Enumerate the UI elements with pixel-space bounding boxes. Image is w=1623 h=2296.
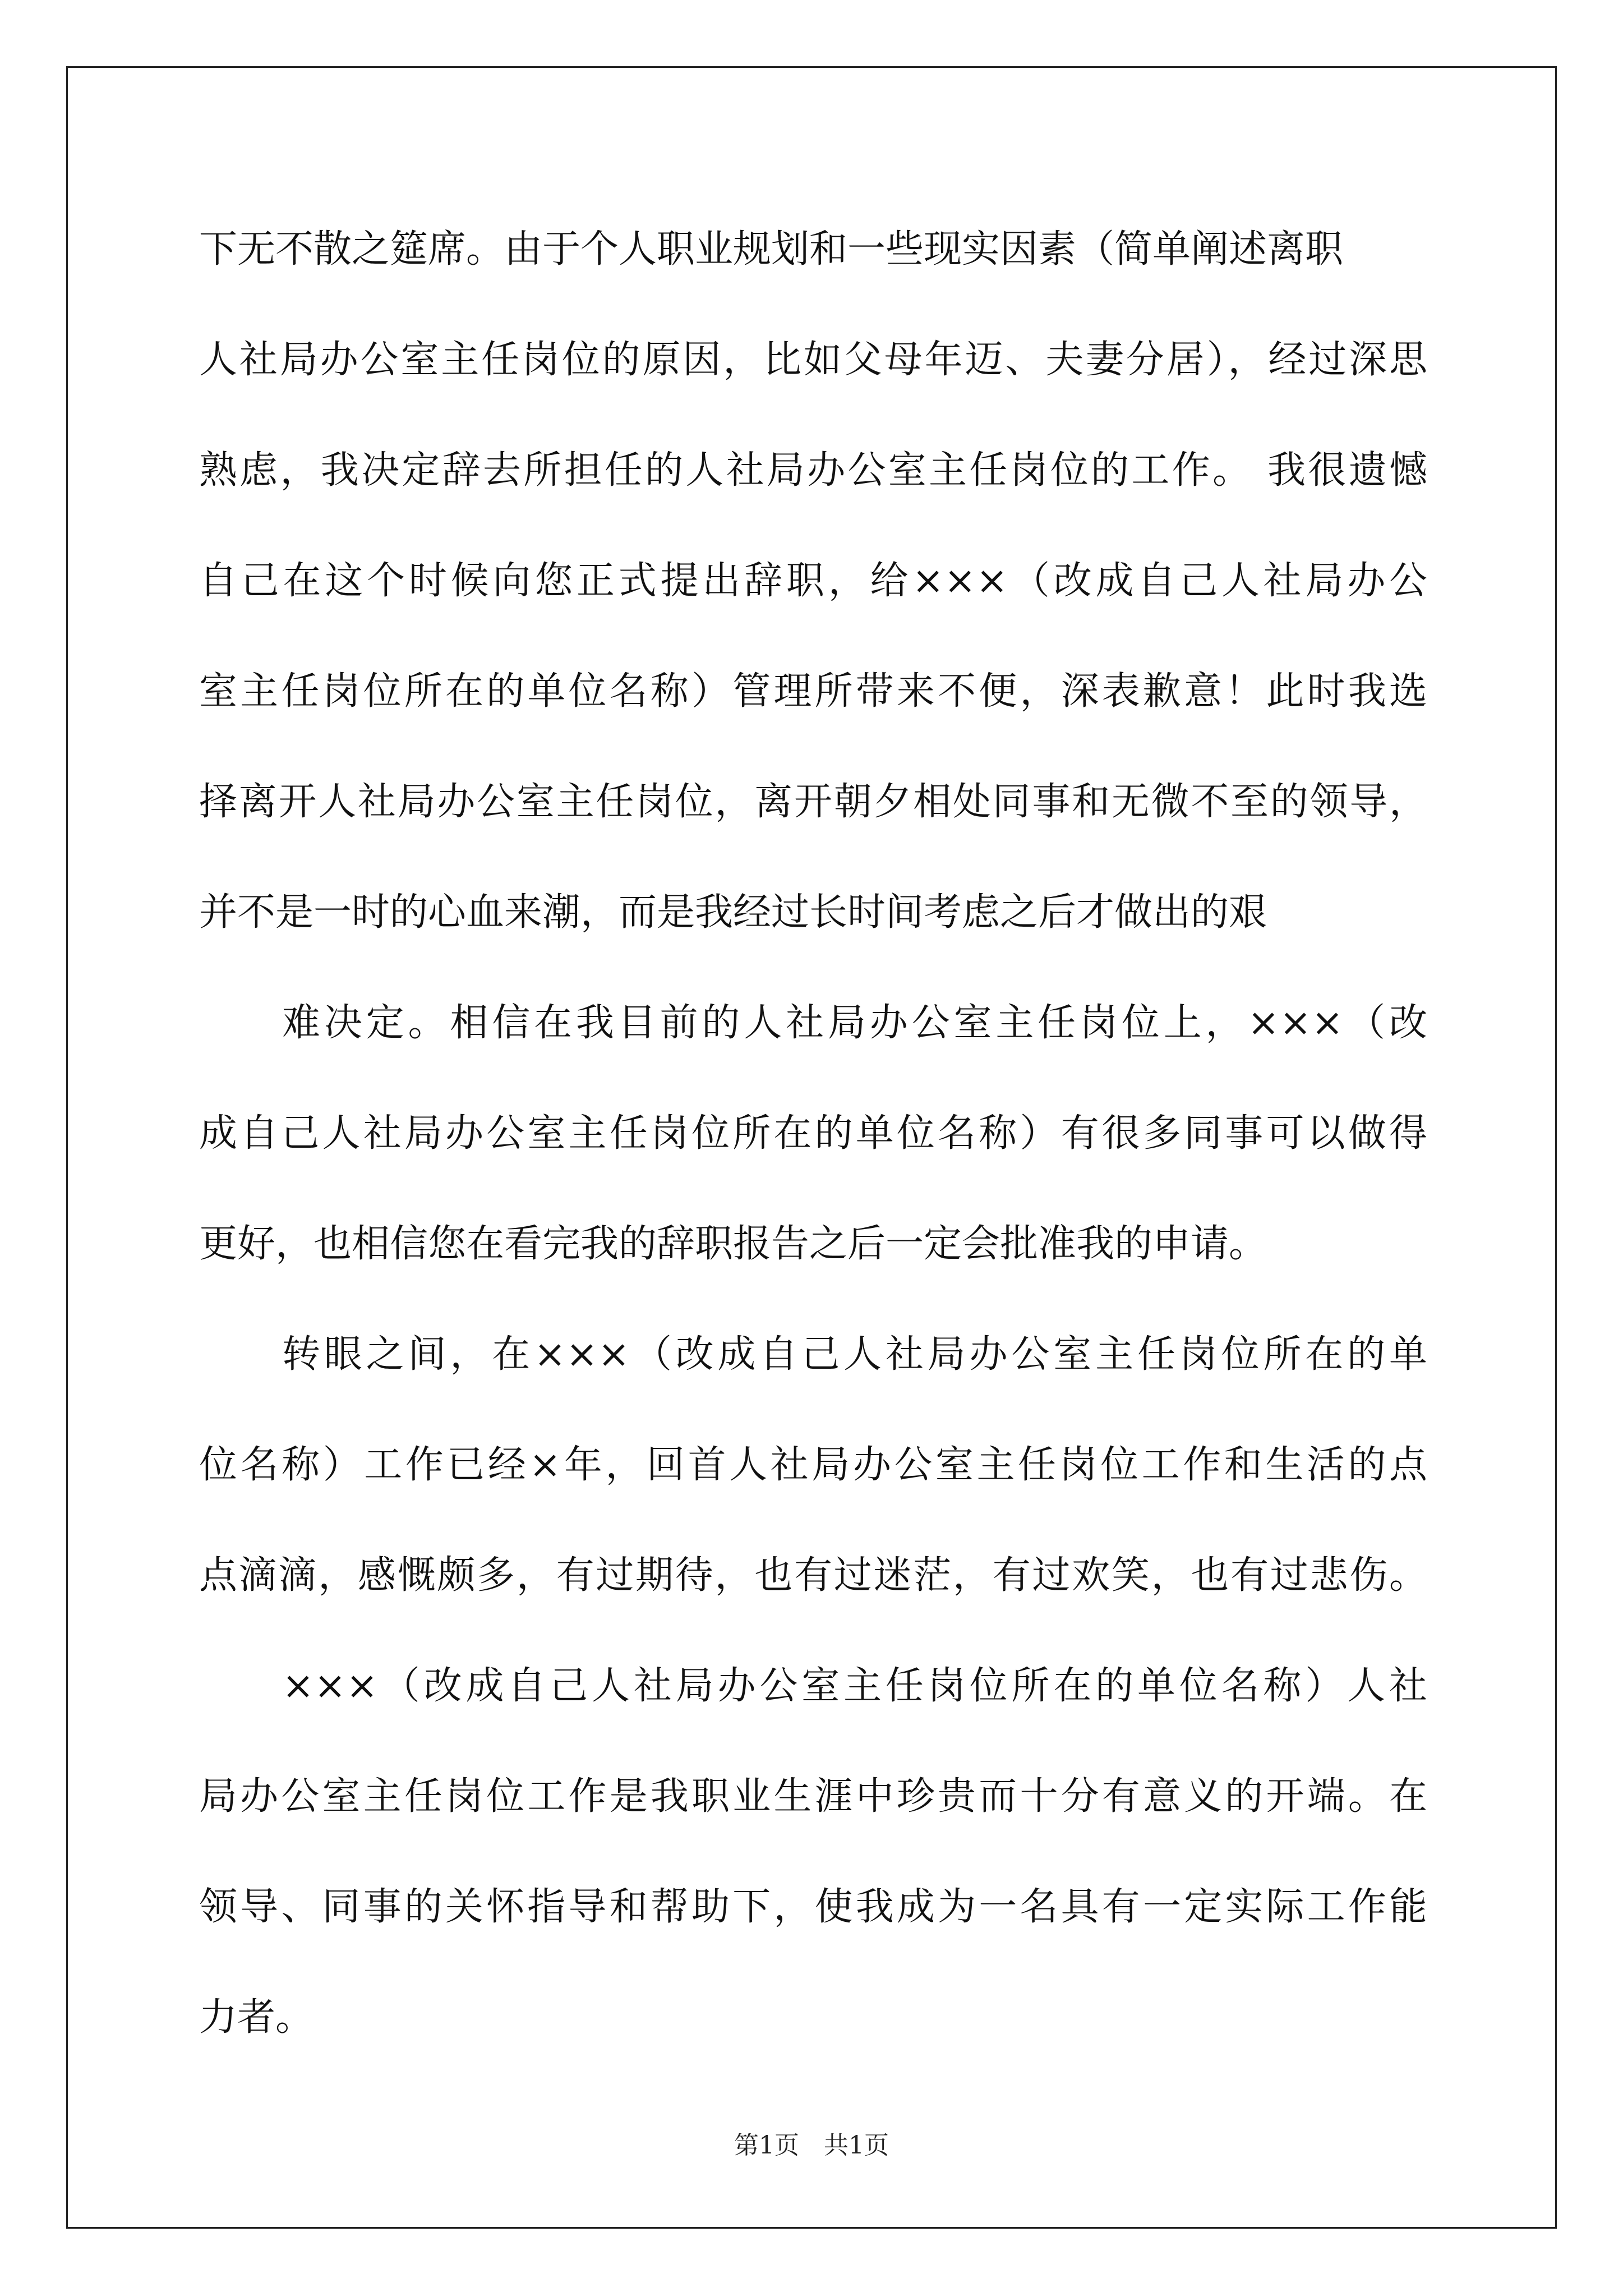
- text-line-3: 熟虑，我决定辞去所担任的人社局办公室主任岗位的工作。 我很遗憾: [199, 448, 1427, 493]
- text-line-15: 局办公室主任岗位工作是我职业生涯中珍贵而十分有意义的开端。在: [199, 1774, 1427, 1819]
- text-line-10: 更好，也相信您在看完我的辞职报告之后一定会批准我的申请。: [199, 1222, 1267, 1266]
- page-number-footer: 第1页 共1页: [734, 2131, 889, 2160]
- text-line-17: 力者。: [199, 1995, 314, 2040]
- text-line-2: 人社局办公室主任岗位的原因，比如父母年迈、夫妻分居），经过深思: [199, 338, 1427, 382]
- text-line-4: 自己在这个时候向您正式提出辞职，给×××（改成自己人社局办公: [199, 559, 1427, 603]
- text-line-9: 成自己人社局办公室主任岗位所在的单位名称）有很多同事可以做得: [199, 1111, 1427, 1156]
- text-line-12: 位名称）工作已经×年，回首人社局办公室主任岗位工作和生活的点: [199, 1443, 1427, 1487]
- text-line-16: 领导、同事的关怀指导和帮助下，使我成为一名具有一定实际工作能: [199, 1885, 1427, 1929]
- text-line-11: 转眼之间，在×××（改成自己人社局办公室主任岗位所在的单: [282, 1332, 1427, 1377]
- text-line-1: 下无不散之筵席。由于个人职业规划和一些现实因素（简单阐述离职: [199, 227, 1344, 272]
- text-line-8: 难决定。相信在我目前的人社局办公室主任岗位上，×××（改: [282, 1001, 1427, 1045]
- text-line-6: 择离开人社局办公室主任岗位，离开朝夕相处同事和无微不至的领导，: [199, 780, 1427, 824]
- text-line-5: 室主任岗位所在的单位名称）管理所带来不便，深表歉意！此时我选: [199, 669, 1427, 714]
- text-line-7: 并不是一时的心血来潮，而是我经过长时间考虑之后才做出的艰: [199, 890, 1267, 935]
- text-line-13: 点滴滴，感慨颇多，有过期待，也有过迷茫，有过欢笑，也有过悲伤。: [199, 1553, 1427, 1598]
- text-line-14: ×××（改成自己人社局办公室主任岗位所在的单位名称）人社: [282, 1664, 1427, 1708]
